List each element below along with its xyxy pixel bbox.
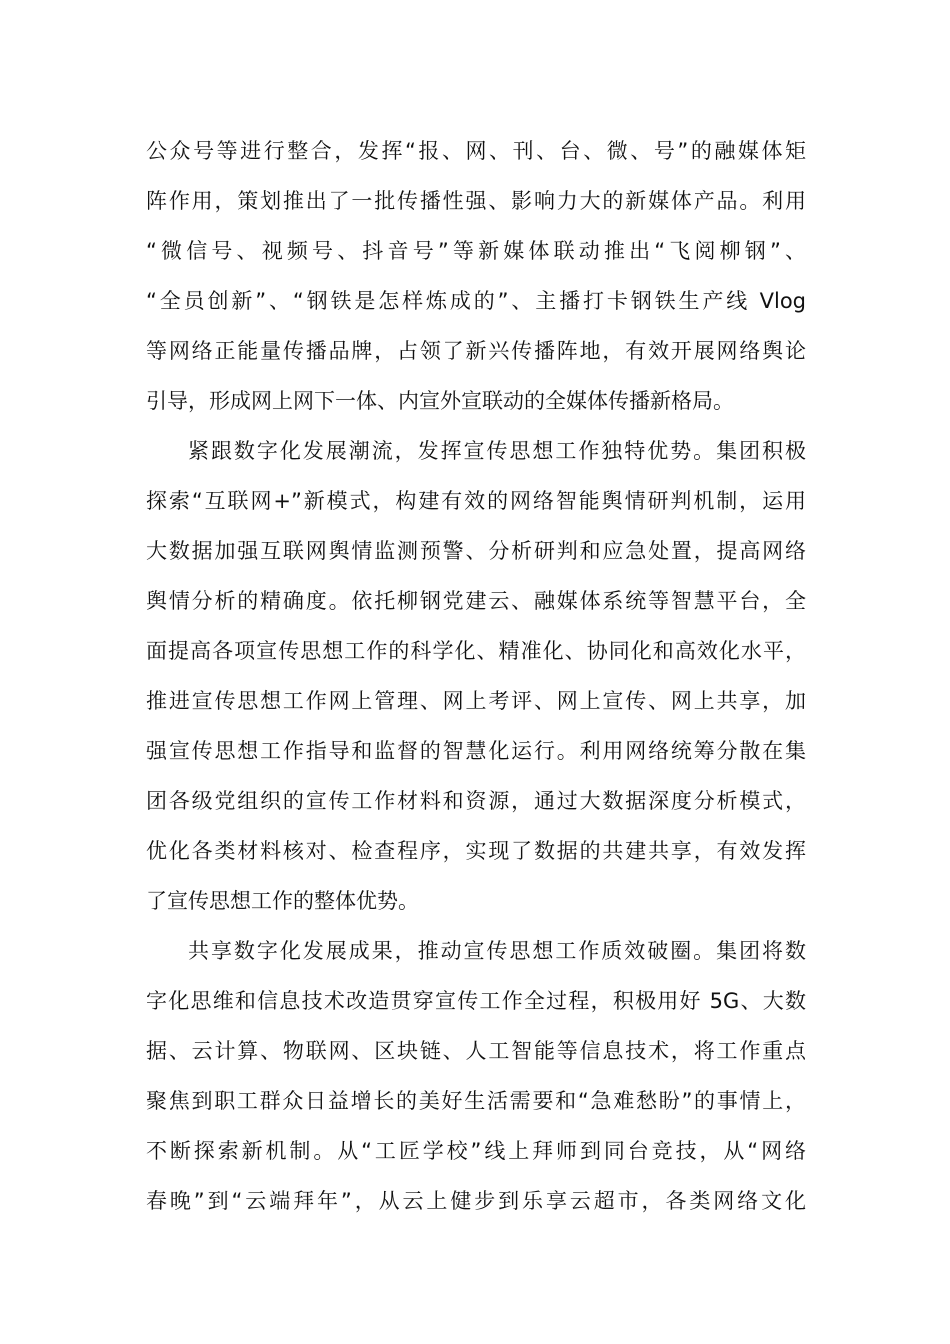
text-line: 团各级党组织的宣传工作材料和资源，通过大数据深度分析模式， <box>146 789 806 813</box>
text-line: 公众号等进行整合，发挥“报、网、刊、台、微、号”的融媒体矩 <box>146 139 806 163</box>
text-line: 探索“互联网+”新模式，构建有效的网络智能舆情研判机制，运用 <box>146 489 806 513</box>
text-line: 优化各类材料核对、检查程序，实现了数据的共建共享，有效发挥 <box>146 839 806 863</box>
text-line: 聚焦到职工群众日益增长的美好生活需要和“急难愁盼”的事情上， <box>146 1089 806 1113</box>
text-line: 推进宣传思想工作网上管理、网上考评、网上宣传、网上共享，加 <box>146 689 806 713</box>
text-line: 春晚”到“云端拜年”，从云上健步到乐享云超市，各类网络文化 <box>146 1189 806 1213</box>
text-line: 面提高各项宣传思想工作的科学化、精准化、协同化和高效化水平， <box>146 639 806 663</box>
text-line: 据、云计算、物联网、区块链、人工智能等信息技术，将工作重点 <box>146 1039 806 1063</box>
text-line: “微信号、视频号、抖音号”等新媒体联动推出“飞阅柳钢”、 <box>146 239 806 263</box>
paragraph-first-line: 共享数字化发展成果，推动宣传思想工作质效破圈。集团将数 <box>188 939 806 963</box>
text-line: 了宣传思想工作的整体优势。 <box>146 889 419 913</box>
text-line: 引导，形成网上网下一体、内宣外宣联动的全媒体传播新格局。 <box>146 389 734 413</box>
text-line: 舆情分析的精确度。依托柳钢党建云、融媒体系统等智慧平台，全 <box>146 589 806 613</box>
text-line: 大数据加强互联网舆情监测预警、分析研判和应急处置，提高网络 <box>146 539 806 563</box>
document-body <box>146 126 806 1226</box>
text-line: 强宣传思想工作指导和监督的智慧化运行。利用网络统筹分散在集 <box>146 739 806 763</box>
text-line: 等网络正能量传播品牌，占领了新兴传播阵地，有效开展网络舆论 <box>146 339 806 363</box>
paragraph-first-line: 紧跟数字化发展潮流，发挥宣传思想工作独特优势。集团积极 <box>188 439 806 463</box>
text-line: 不断探索新机制。从“工匠学校”线上拜师到同台竞技，从“网络 <box>146 1139 806 1163</box>
text-line: “全员创新”、“钢铁是怎样炼成的”、主播打卡钢铁生产线 Vlog <box>146 289 806 313</box>
text-line: 阵作用，策划推出了一批传播性强、影响力大的新媒体产品。利用 <box>146 189 806 213</box>
text-line: 字化思维和信息技术改造贯穿宣传工作全过程，积极用好 5G、大数 <box>146 989 806 1013</box>
